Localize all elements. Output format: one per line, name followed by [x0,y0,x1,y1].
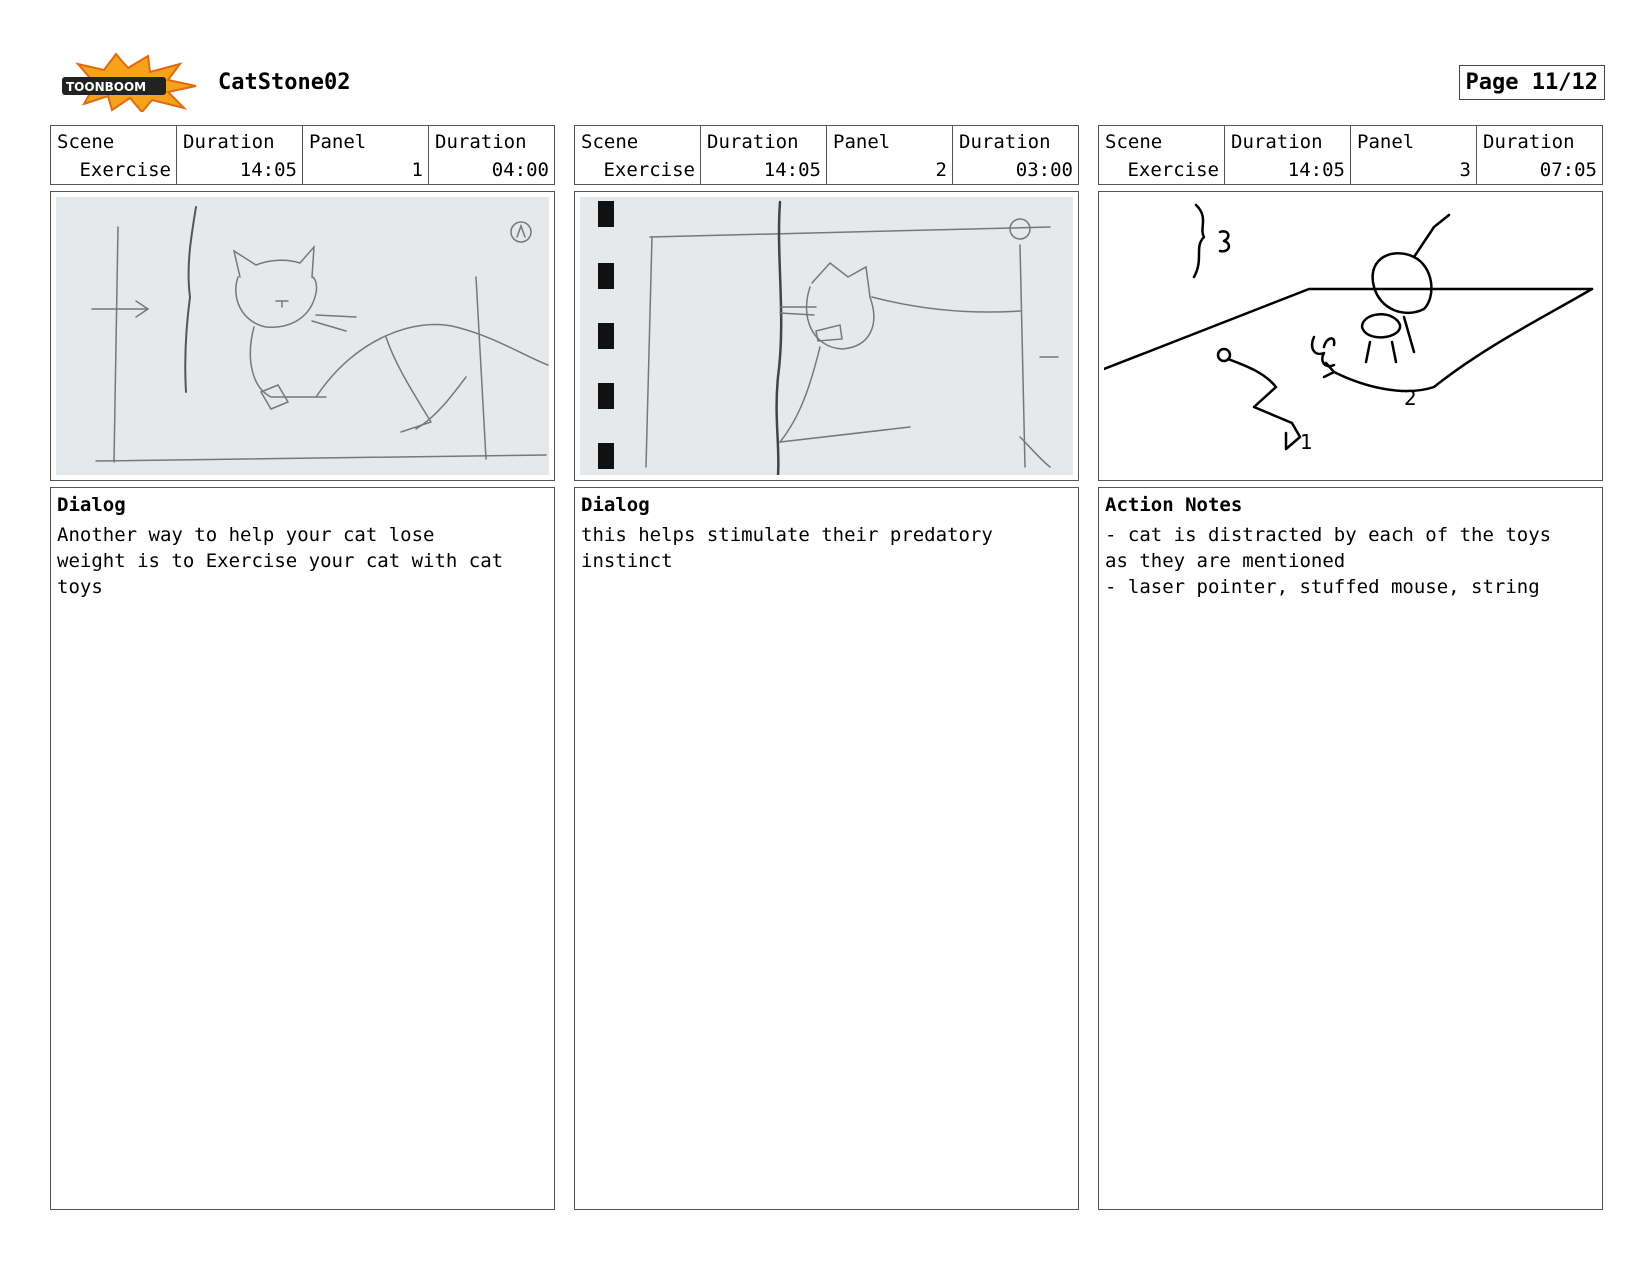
scene-duration: 14:05 [763,159,821,181]
scene-value: Exercise [79,159,171,181]
pencil-sketch-cat-closeup-image [580,197,1073,475]
scene-label: Scene [1105,131,1163,153]
duration-label: Duration [183,131,275,153]
panel-meta [1098,125,1603,185]
notes-label: Dialog [581,494,650,516]
panel-duration-cell [429,126,554,184]
panel-label: Panel [309,131,367,153]
panel-image-frame [1098,191,1603,481]
panel-label: Panel [1357,131,1415,153]
scene-duration-cell [177,126,303,184]
scene-cell [1099,126,1225,184]
sketch-label-1: 1 [1300,430,1313,454]
panel-duration-label: Duration [959,131,1051,153]
pencil-sketch-cat-image [56,197,549,475]
panel-number-cell [827,126,953,184]
panel-duration-label: Duration [435,131,527,153]
panel-duration-cell [1477,126,1602,184]
duration-label: Duration [1231,131,1323,153]
panel-duration: 03:00 [1015,159,1073,181]
notes-text: Another way to help your cat lose weight is to Exercise your cat with cat toys [57,524,504,598]
page-header [50,48,1605,114]
panel-number: 1 [411,159,423,181]
notes-text: - cat is distracted by each of the toys as they are mentioned - laser pointer, stuffed mouse, string [1105,524,1552,598]
scene-label: Scene [57,131,115,153]
notes-label: Action Notes [1105,494,1243,516]
toonboom-logo [56,52,198,112]
panel-image-frame [574,191,1079,481]
panel-number: 3 [1459,159,1471,181]
panel-number-cell [1351,126,1477,184]
panel-duration: 07:05 [1539,159,1597,181]
scene-duration-cell [701,126,827,184]
document-title: CatStone02 [218,70,351,95]
scene-value: Exercise [603,159,695,181]
panel-duration: 04:00 [491,159,549,181]
scene-value: Exercise [1127,159,1219,181]
panel-notes [50,487,555,1210]
panel-notes [574,487,1079,1210]
scene-label: Scene [581,131,639,153]
panel-image-frame [50,191,555,481]
notes-text: this helps stimulate their predatory instinct [581,524,993,572]
panel-notes [1098,487,1603,1210]
panel-duration-label: Duration [1483,131,1575,153]
storyboard-panel-1 [50,125,555,1210]
page-indicator: Page 11/12 [1459,65,1605,100]
logo-text: TOONBOOM [66,80,147,94]
panel-meta [574,125,1079,185]
notes-label: Dialog [57,494,126,516]
panel-duration-cell [953,126,1078,184]
panel-number-cell [303,126,429,184]
scene-cell [575,126,701,184]
scene-duration: 14:05 [1287,159,1345,181]
scene-duration: 14:05 [239,159,297,181]
storyboard-panel-2 [574,125,1079,1210]
scene-cell [51,126,177,184]
sketch-label-2: 2 [1404,386,1417,410]
panel-meta [50,125,555,185]
scene-duration-cell [1225,126,1351,184]
ink-sketch-cat-toys-image [1104,197,1597,475]
panel-label: Panel [833,131,891,153]
panel-number: 2 [935,159,947,181]
storyboard-panel-3 [1098,125,1603,1210]
duration-label: Duration [707,131,799,153]
